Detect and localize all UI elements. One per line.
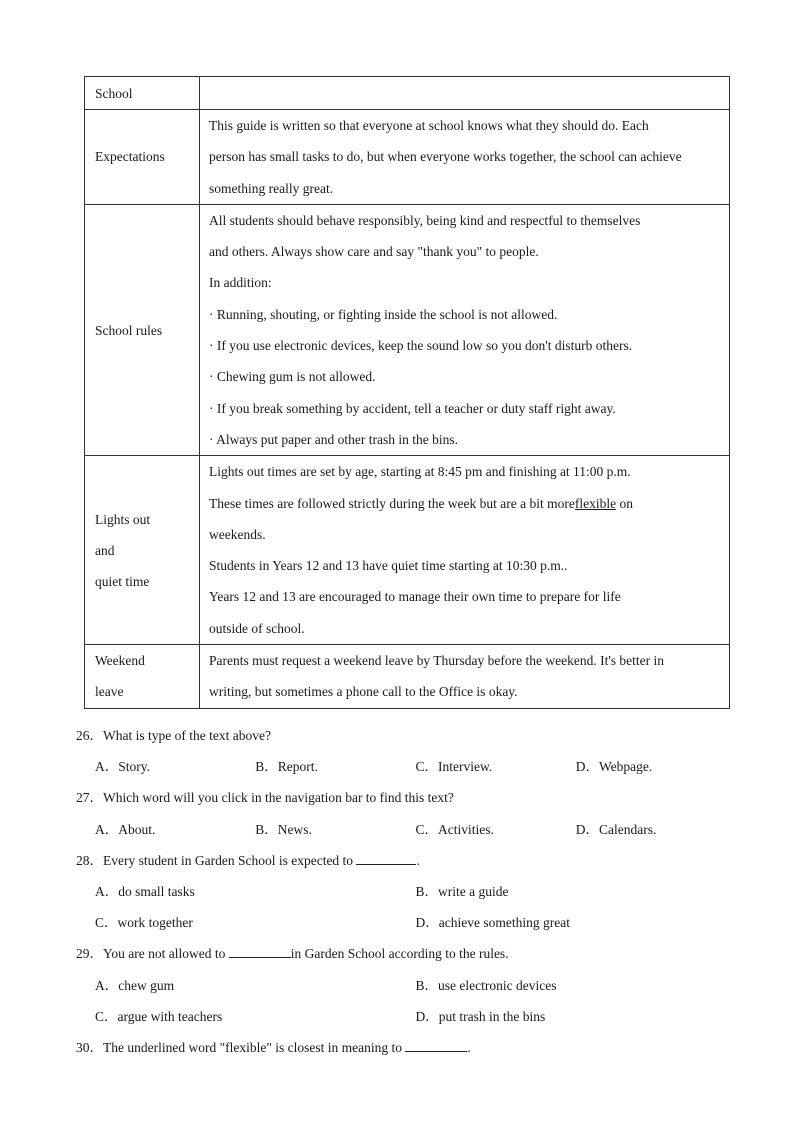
question-stem: 28．Every student in Garden School is expected to: [76, 852, 357, 868]
label-text: School: [95, 85, 133, 101]
content-line: · Always put paper and other trash in the bins.: [209, 431, 458, 447]
question-stem-end: .: [467, 1040, 471, 1056]
content-line: Students in Years 12 and 13 have quiet time starting at 10:30 p.m..: [209, 558, 568, 574]
table-row: [85, 645, 730, 709]
question-stem-end: .: [416, 852, 420, 868]
question-29-options: [76, 1001, 736, 1032]
row-label: [85, 456, 200, 645]
content-line: All students should behave responsibly, being kind and respectful to themselves: [209, 212, 641, 228]
row-content: [200, 204, 730, 455]
content-line: [209, 488, 721, 519]
table-row: [85, 110, 730, 205]
questions-section: [76, 720, 736, 1063]
row-content: [200, 77, 730, 110]
content-text: on: [616, 495, 633, 511]
content-line: This guide is written so that everyone at school knows what they should do. Each: [209, 118, 649, 133]
option-c: C．Activities.: [415, 821, 494, 837]
option-d: D．achieve something great: [415, 915, 570, 931]
question-stem: 30．The underlined word "flexible" is closest in meaning to: [76, 1040, 406, 1056]
question-29: [76, 938, 736, 969]
question-28-options: [76, 876, 736, 907]
content-line: person has small tasks to do, but when everyone works together, the school can achieve: [209, 149, 682, 165]
content-text: These times are followed strictly during the week but are a bit more: [209, 495, 575, 511]
content-line: · Running, shouting, or fighting inside the school is not allowed.: [209, 306, 558, 322]
answer-blank: [405, 1037, 467, 1052]
option-b: B．use electronic devices: [415, 977, 557, 993]
table-row: [85, 456, 730, 645]
content-line: something really great.: [209, 180, 334, 196]
content-line: weekends.: [209, 526, 266, 542]
content-line: In addition:: [209, 275, 272, 291]
row-label: [85, 204, 200, 455]
content-line: Lights out times are set by age, starting at 8:45 pm and finishing at 11:00 p.m.: [209, 464, 631, 480]
content-line: · Chewing gum is not allowed.: [209, 369, 376, 385]
option-a: A．Story.: [95, 759, 151, 775]
row-content: [200, 456, 730, 645]
row-label: [85, 77, 200, 110]
option-a: A．chew gum: [95, 977, 175, 993]
option-c: C．Interview.: [415, 759, 493, 775]
option-c: C．argue with teachers: [95, 1008, 223, 1024]
question-30: [76, 1032, 736, 1063]
label-text: and: [95, 542, 115, 558]
content-line: · If you break something by accident, tell a teacher or duty staff right away.: [209, 400, 616, 416]
content-line: Years 12 and 13 are encouraged to manage their own time to prepare for life: [209, 589, 621, 605]
option-c: C．work together: [95, 915, 193, 931]
option-a: A．do small tasks: [95, 884, 195, 900]
content-line: writing, but sometimes a phone call to the Office is okay.: [209, 684, 518, 700]
question-27-options: [76, 814, 736, 845]
row-content: [200, 645, 730, 709]
label-text: quiet time: [95, 573, 150, 589]
label-text: Lights out: [95, 511, 151, 527]
question-stem-end: in Garden School according to the rules.: [290, 946, 509, 962]
label-text: leave: [95, 684, 124, 700]
question-26: 26．What is type of the text above?: [76, 728, 271, 743]
row-label: [85, 645, 200, 709]
school-guide-table: [84, 76, 730, 709]
option-d: D．Calendars.: [575, 821, 657, 837]
question-26-options: [76, 751, 736, 782]
question-stem: 29．You are not allowed to: [76, 946, 229, 962]
option-b: B．Report.: [255, 759, 318, 775]
content-line: Parents must request a weekend leave by Thursday before the weekend. It's better in: [209, 653, 665, 669]
underlined-word: flexible: [574, 495, 617, 511]
content-line: and others. Always show care and say "thank you" to people.: [209, 244, 539, 260]
answer-blank: [229, 943, 291, 958]
table-row: [85, 204, 730, 455]
row-label: [85, 110, 200, 205]
question-27: 27．Which word will you click in the navigation bar to find this text?: [76, 790, 454, 806]
content-line: outside of school.: [209, 620, 305, 636]
option-d: D．put trash in the bins: [415, 1008, 546, 1024]
document-page: [84, 76, 730, 709]
option-d: D．Webpage.: [575, 759, 653, 775]
option-b: B．write a guide: [415, 884, 509, 900]
table-row: [85, 77, 730, 110]
question-28-options: [76, 907, 736, 938]
question-29-options: [76, 970, 736, 1001]
answer-blank: [356, 850, 416, 865]
question-28: [76, 845, 736, 876]
option-a: A．About.: [95, 821, 156, 837]
option-b: B．News.: [255, 821, 312, 837]
label-text: School rules: [95, 322, 163, 338]
label-text: Weekend: [95, 653, 145, 669]
label-text: Expectations: [95, 149, 165, 165]
content-line: · If you use electronic devices, keep the sound low so you don't disturb others.: [209, 338, 633, 354]
row-content: [200, 110, 730, 205]
